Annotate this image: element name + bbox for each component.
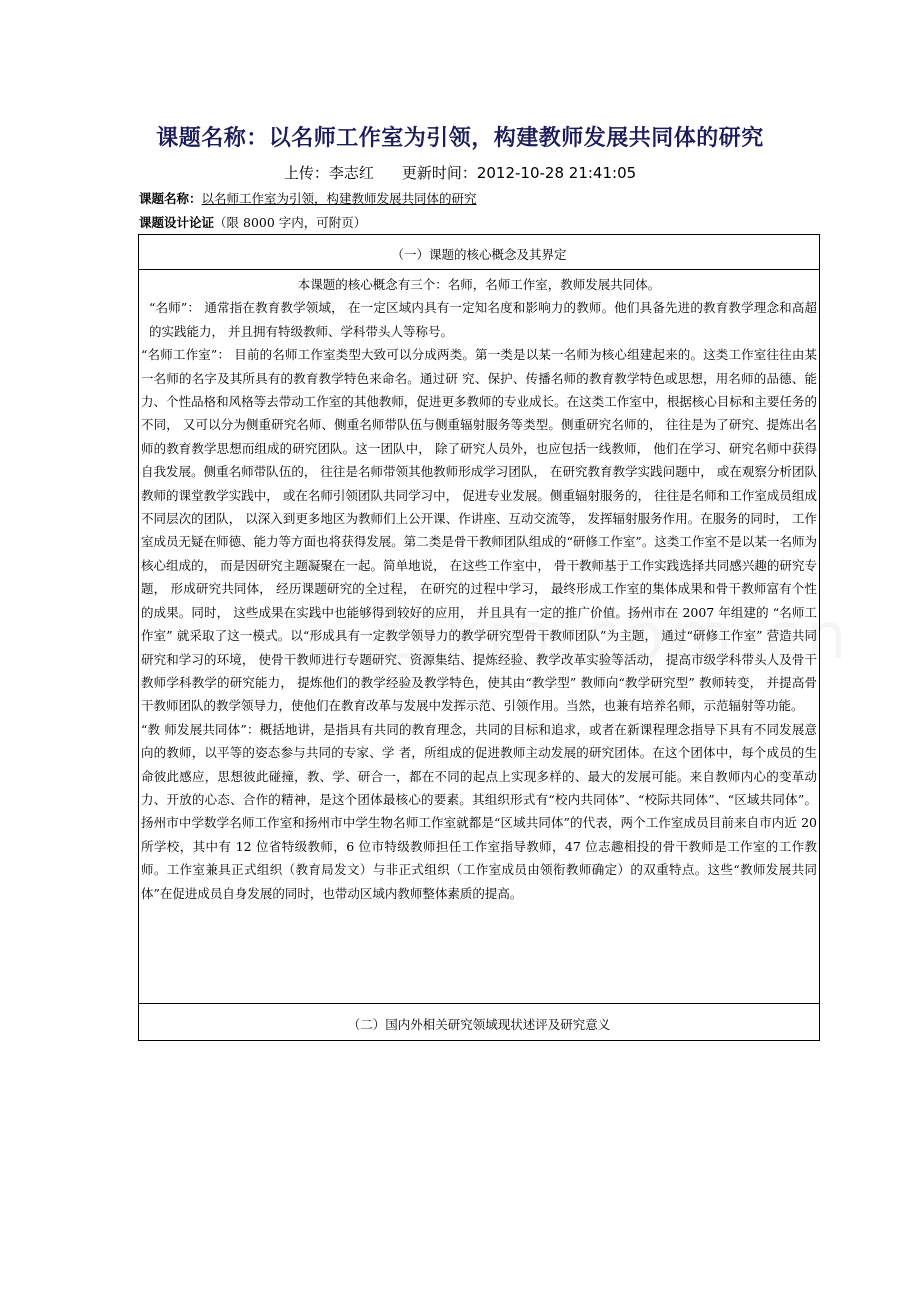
design-table [138,234,820,1041]
topic-row [139,190,477,208]
topic-link[interactable]: 以名师工作室为引领，构建教师发展共同体的研究 [201,191,477,206]
design-note: （限 8000 字内，可附页） [214,215,367,230]
uploader-text: 上传：李志红 [283,164,374,182]
paragraph-intro: 本课题的核心概念有三个：名师，名师工作室，教师发展共同体。 [297,277,661,292]
topic-label: 课题名称： [139,191,202,206]
page-title: 课题名称：以名师工作室为引领，构建教师发展共同体的研究 [156,126,764,151]
section1-body [141,273,817,905]
paragraph-studio: “名师工作室”： 目前的名师工作室类型大致可以分成两类。第一类是以某一名师为核心组建起来的。这类工作室往往由某一名师的名字及其所具有的教育教学特色来命名。通过研 究、保护、传播名师的教育教学特色或思想，用名师的品德、能力、个性品格和风格等去带动工作室的其他教师，促进更多教师的专业成长。在这类工作室中，根据核心目标和主要任务的不同， 又可以分为侧重研究名师、侧重名师带队伍与侧重辐射服务等类型。侧重研究名师的， 往往是为了研究、提炼出名师的教育教学思想而组成的研究团队。这一团队中， 除了研究人员外，也应包括一线教师， 他们在学习、研究名师中获得自我发展。侧重名师带队伍的， 往往是名师带领其他教师形成学习团队， 在研究教育教学实践问题中， 或在观察分析团队教师的课堂教学实践中， 或在名师引领团队共同学习中， 促进专业发展。侧重辐射服务的， 往往是名师和工作室成员组成不同层次的团队， 以深入到更多地区为教师们上公开课、作讲座、互动交流等， 发挥辐射服务作用。在服务的同时， 工作室成员无疑在师德、能力等方面也将获得发展。第二类是骨干教师团队组成的“研修工作室”。这类工作室不是以某一名师为核心组成的， 而是因研究主题凝聚在一起。简单地说， 在这些工作室中， 骨干教师基于工作实践选择共同感兴趣的研究专题， 形成研究共同体， 经历课题研究的全过程， 在研究的过程中学习， 最终形成工作室的集体成果和骨干教师富有个性的成果。同时， 这些成果在实践中也能够得到较好的应用， 并且具有一定的推广价值。扬州市在 2007 年组建的 “名师工作室” 就采取了这一模式。以“形成具有一定教学领导力的教学研究型骨干教师团队”为主题， 通过“研修工作室” 营造共同研究和学习的环境， 使骨干教师进行专题研究、资源集结、提炼经验、教学改革实验等活动， 提高市级学科带头人及骨干教师学科教学的研究能力， 提炼他们的教学经验及教学特色，使其由“教学型” 教师向“教学研究型” 教师转变， 并提高骨干教师团队的教学领导力，使他们在教育改革与发展中发挥示范、引领作用。当然，也兼有培养名师，示范辐射等功能。 [141,347,817,714]
divider [139,269,819,270]
paragraph-mingshi: “名师”： 通常指在教育教学领域， 在一定区域内具有一定知名度和影响力的教师。他们具备先进的教育教学理念和高超的实践能力， 并且拥有特级教师、学科带头人等称号。 [149,300,817,339]
updated-time-text: 更新时间：2012-10-28 21:41:05 [401,164,637,182]
upload-meta [0,162,920,183]
divider [139,1003,819,1004]
design-row [139,214,366,232]
paragraph-community: “教 师发展共同体”：概括地讲，是指具有共同的教育理念，共同的目标和追求，或者在新课程理念指导下具有不同发展意向的教师，以平等的姿态参与共同的专家、学 者，所组成的促进教师主动发展的研究团体。在这个团体中，每个成员的生命彼此感应，思想彼此碰撞，教、学、研合一，都在不同的起点上实现多样的、最大的发展可能。来自教师内心的变革动力、开放的心态、合作的精神，是这个团体最核心的要素。其组织形式有“校内共同体”、“校际共同体”、“区域共同体”。 扬州市中学数学名师工作室和扬州市中学生物名师工作室就都是“区域共同体”的代表，两个工作室成员目前来自市内近 20 所学校，其中有 12 位省特级教师，6 位市特级教师担任工作室指导教师，47 位志趣相投的骨干教师是工作室的工作教师。工作室兼具正式组织（教育局发文）与非正式组织（工作室成员由领衔教师确定）的双重特点。这些“教师发展共同体”在促进成员自身发展的同时，也带动区域内教师整体素质的提高。 [141,721,817,901]
design-label: 课题设计论证 [139,215,215,230]
section2-heading: （二）国内外相关研究领域现状述评及研究意义 [347,1017,611,1032]
section1-heading: （一）课题的核心概念及其界定 [391,247,567,262]
